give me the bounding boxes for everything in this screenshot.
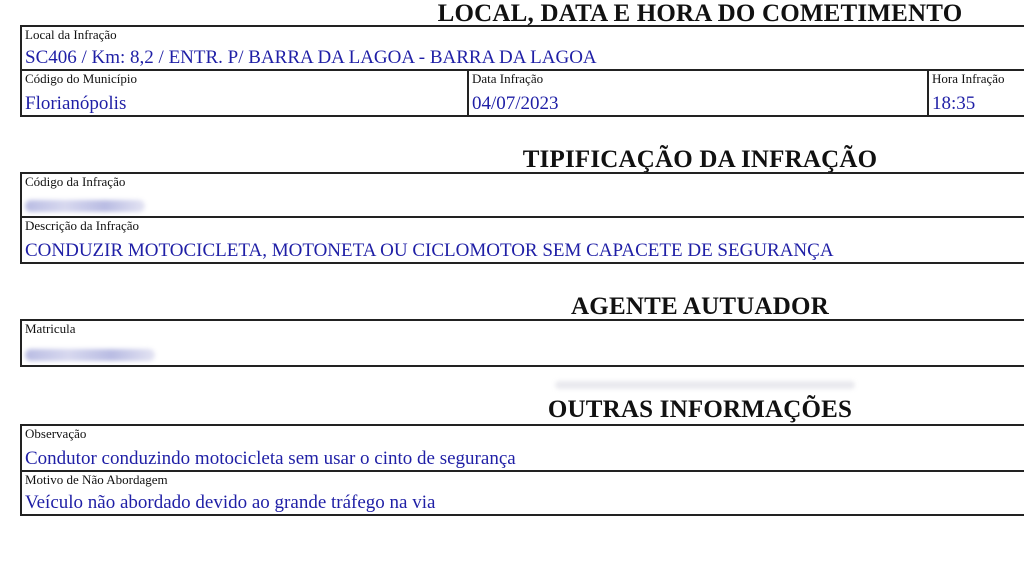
descricao-label: Descrição da Infração xyxy=(25,218,140,233)
local-label: Local da Infração xyxy=(25,27,117,42)
municipio-cell xyxy=(22,71,467,115)
local-cell xyxy=(22,27,1024,69)
data-cell xyxy=(467,71,927,115)
codigo-label: Código da Infração xyxy=(25,174,126,189)
hora-label: Hora Infração xyxy=(932,71,1005,86)
data-value: 04/07/2023 xyxy=(472,93,559,114)
data-label: Data Infração xyxy=(472,71,544,86)
observacao-value: Condutor conduzindo motocicleta sem usar o cinto de segurança xyxy=(25,448,516,469)
motivo-value: Veículo não abordado devido ao grande tráfego na via xyxy=(25,492,436,513)
motivo-label: Motivo de Não Abordagem xyxy=(25,472,168,487)
hora-cell xyxy=(927,71,1024,115)
local-row xyxy=(20,25,1024,71)
descricao-row xyxy=(20,216,1024,264)
municipio-value: Florianópolis xyxy=(25,93,127,114)
redacted-codigo xyxy=(25,200,145,212)
codigo-cell xyxy=(22,174,1024,216)
descricao-value: CONDUZIR MOTOCICLETA, MOTONETA OU CICLOMOTOR SEM CAPACETE DE SEGURANÇA xyxy=(25,240,834,261)
descricao-cell xyxy=(22,218,1024,262)
hora-value: 18:35 xyxy=(932,93,976,114)
section-heading-agente: AGENTE AUTUADOR xyxy=(571,293,829,320)
section-heading-local: LOCAL, DATA E HORA DO COMETIMENTO xyxy=(437,0,963,27)
section-heading-outras: OUTRAS INFORMAÇÕES xyxy=(547,396,853,423)
observacao-row xyxy=(20,424,1024,472)
local-value: SC406 / Km: 8,2 / ENTR. P/ BARRA DA LAGOA - BARRA DA LAGOA xyxy=(25,47,597,68)
municipio-label: Código do Município xyxy=(25,71,137,86)
codigo-row xyxy=(20,172,1024,218)
observacao-cell xyxy=(22,426,1024,470)
matricula-cell xyxy=(22,321,1024,365)
matricula-row xyxy=(20,319,1024,367)
municipio-data-hora-row xyxy=(20,69,1024,117)
motivo-row xyxy=(20,470,1024,516)
matricula-label: Matricula xyxy=(25,321,76,336)
section-heading-tipificacao: TIPIFICAÇÃO DA INFRAÇÃO xyxy=(522,146,878,173)
faint-background-text xyxy=(555,381,855,389)
redacted-matricula xyxy=(25,349,155,361)
observacao-label: Observação xyxy=(25,426,87,441)
motivo-cell xyxy=(22,472,1024,514)
